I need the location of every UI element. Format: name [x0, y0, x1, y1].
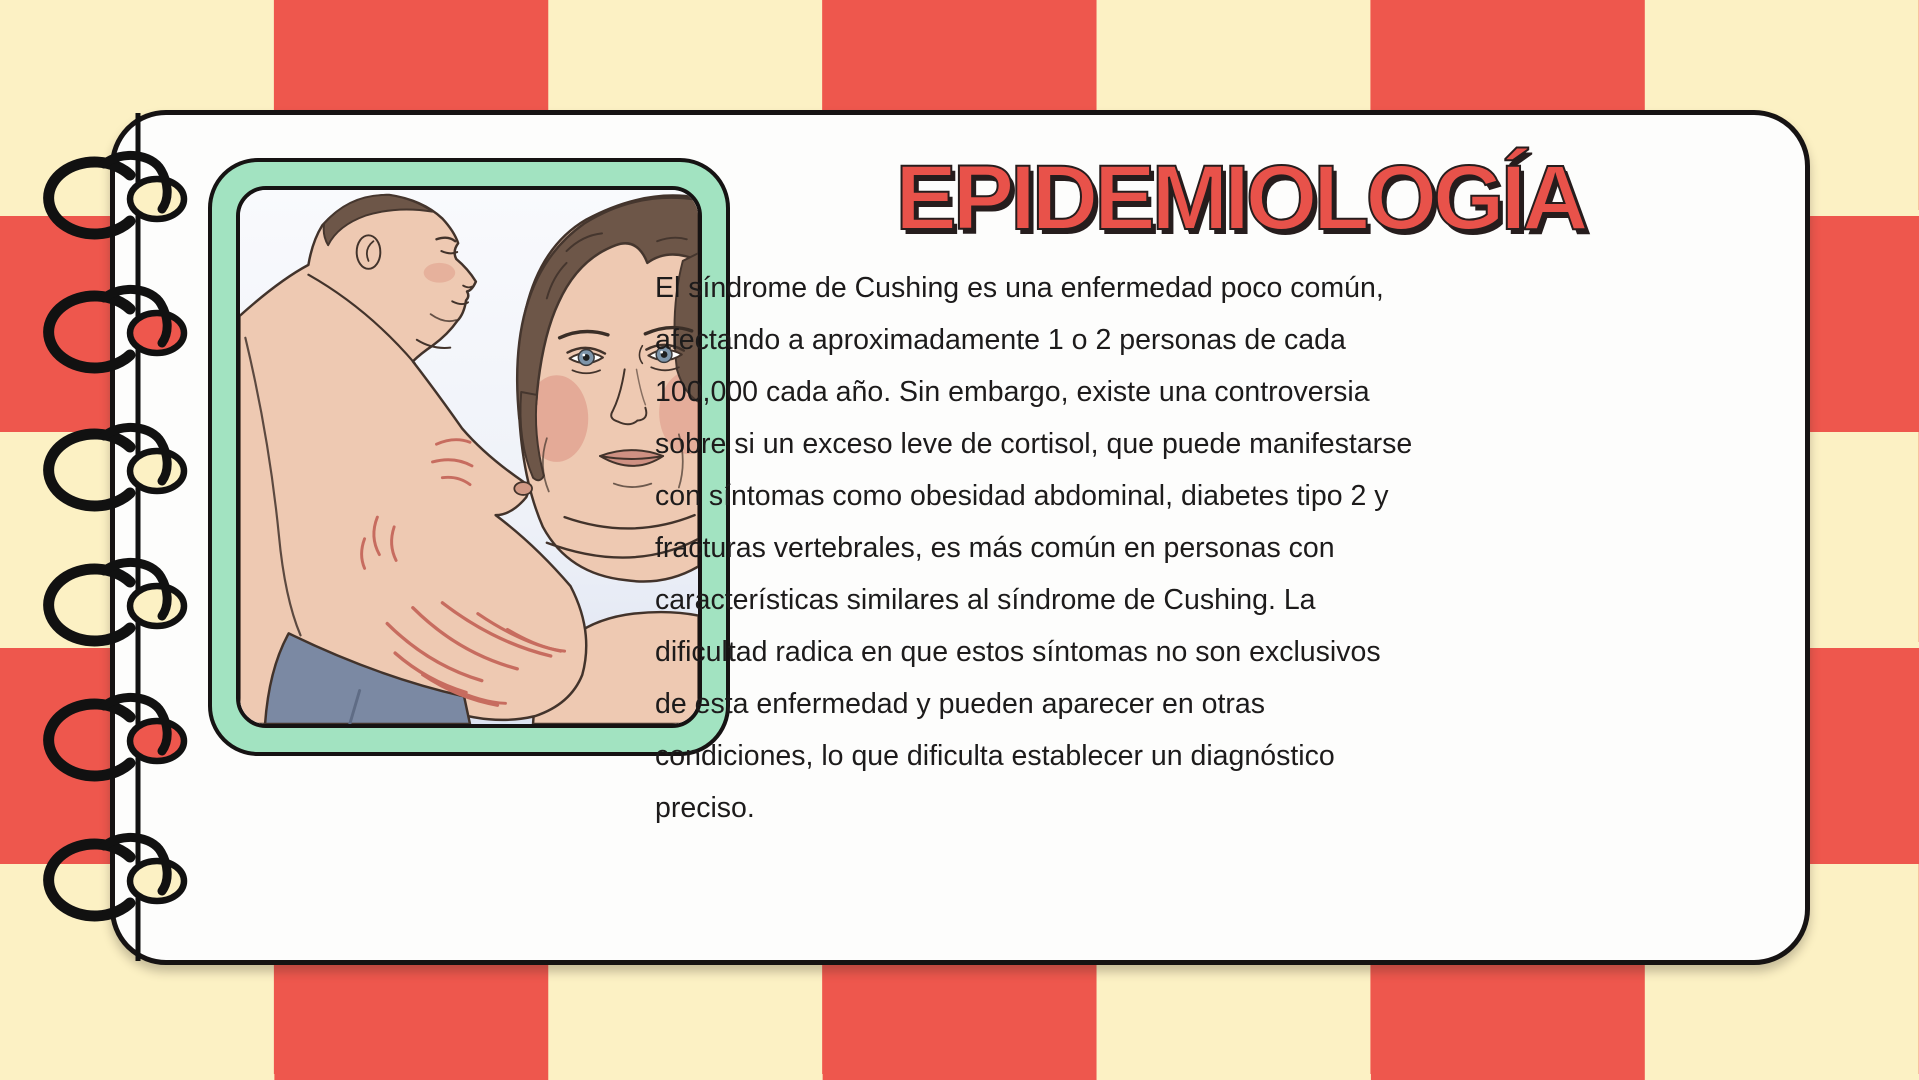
body-paragraph [655, 262, 1535, 834]
body-line: con síntomas como obesidad abdominal, diabetes tipo 2 y [655, 480, 1389, 512]
cushing-illustration [236, 186, 702, 728]
body-line: 100,000 cada año. Sin embargo, existe una controversia [655, 376, 1370, 408]
body-line: características similares al síndrome de Cushing. La [655, 584, 1316, 616]
body-line: preciso. [655, 792, 755, 824]
cushing-illustration-svg [240, 190, 698, 724]
body-line: sobre si un exceso leve de cortisol, que puede manifestarse [655, 428, 1413, 460]
body-line: El síndrome de Cushing es una enfermedad poco común, [655, 272, 1384, 304]
body-line: afectando a aproximadamente 1 o 2 personas de cada [655, 324, 1346, 356]
body-line: fracturas vertebrales, es más común en personas con [655, 532, 1335, 564]
body-line: condiciones, lo que dificulta establecer un diagnóstico [655, 740, 1335, 772]
body-line: de esta enfermedad y pueden aparecer en otras [655, 688, 1265, 720]
body-line: dificultad radica en que estos síntomas no son exclusivos [655, 636, 1381, 668]
page-title: EPIDEMIOLOGÍA [895, 147, 1585, 249]
